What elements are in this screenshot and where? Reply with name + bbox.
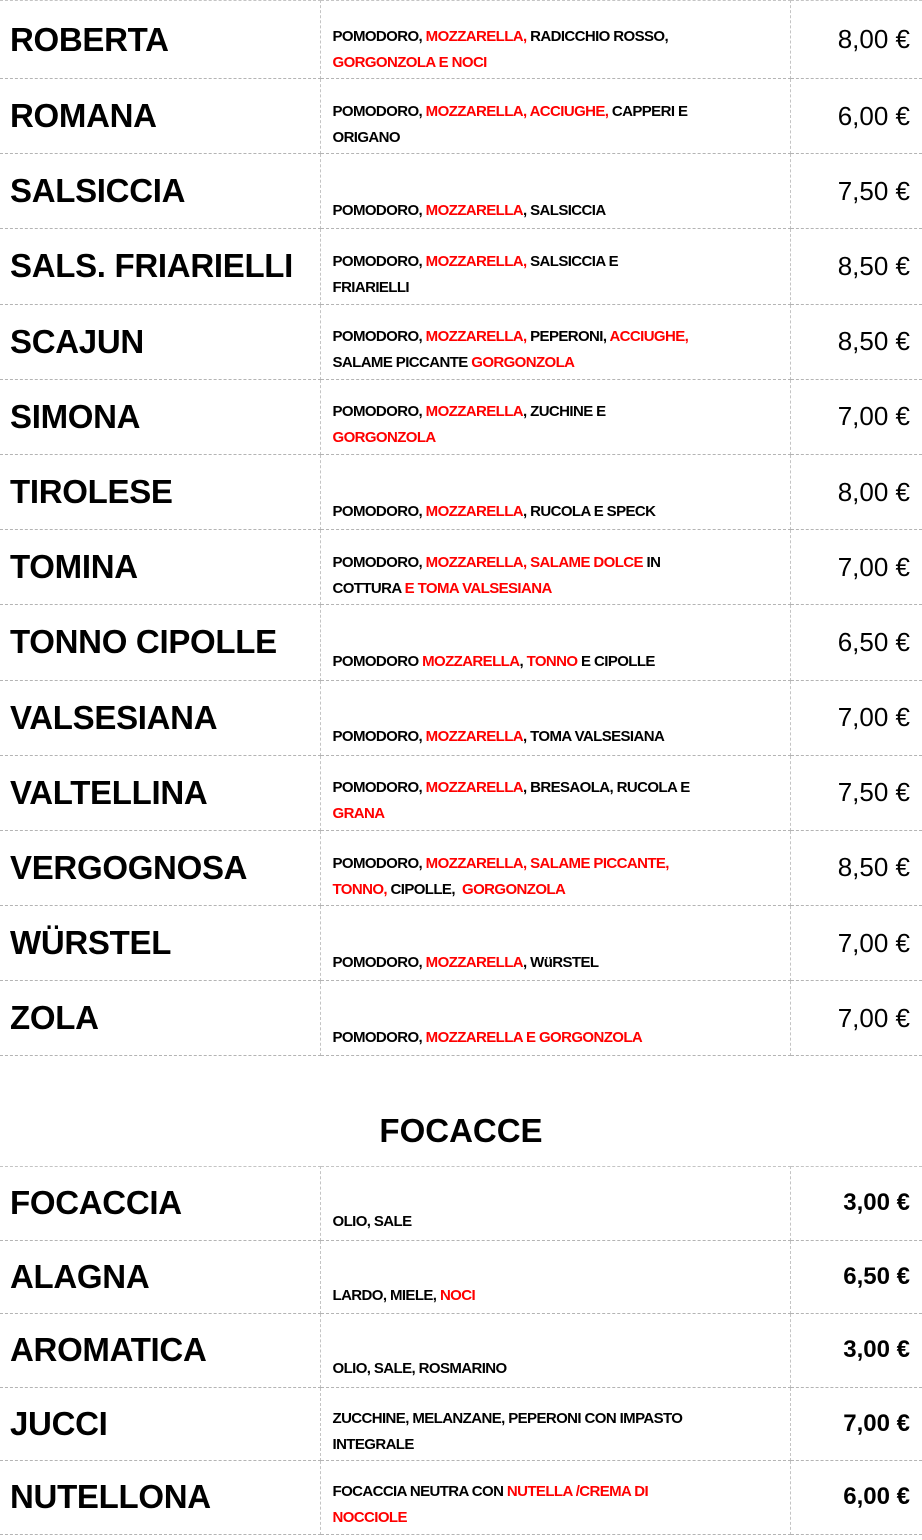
description-line (333, 350, 784, 376)
highlighted-ingredient: TONNO, (332, 880, 387, 898)
item-description (320, 304, 790, 379)
menu-row (0, 755, 922, 830)
ingredient-text: , TOMA VALSESIANA (523, 728, 665, 746)
highlighted-ingredient: MOZZARELLA, (425, 27, 527, 45)
item-price: 7,00 € (790, 680, 922, 755)
ingredient-text: OLIO, SALE, ROSMARINO (332, 1360, 507, 1377)
item-description (320, 530, 790, 605)
highlighted-ingredient: GORGONZOLA (462, 880, 566, 898)
item-description (320, 1, 790, 79)
description-line (333, 50, 784, 76)
item-price: 3,00 € (790, 1167, 922, 1241)
item-name: TONNO CIPOLLE (0, 605, 320, 680)
item-description (320, 605, 790, 680)
ingredient-text: POMODORO, (332, 403, 426, 421)
item-name: SCAJUN (0, 304, 320, 379)
item-price: 7,50 € (790, 755, 922, 830)
item-name: JUCCI (0, 1387, 320, 1461)
menu-row (0, 981, 922, 1056)
section-title: FOCACCE (379, 1112, 543, 1149)
item-name: ZOLA (0, 981, 320, 1056)
item-description (320, 1387, 790, 1461)
description-line (333, 877, 784, 903)
menu-row (0, 379, 922, 454)
menu-row (0, 1314, 922, 1388)
ingredient-text: POMODORO, (332, 328, 426, 346)
item-price: 6,00 € (790, 79, 922, 154)
ingredient-text: RADICCHIO ROSSO, (526, 27, 669, 45)
ingredient-text: POMODORO, (332, 253, 426, 271)
item-name: ROBERTA (0, 1, 320, 79)
item-description (320, 906, 790, 981)
item-price: 8,00 € (790, 454, 922, 529)
description-line (333, 249, 784, 275)
ingredient-text: POMODORO, (332, 502, 426, 520)
highlighted-ingredient: MOZZARELLA (425, 403, 523, 421)
ingredient-text: POMODORO, (332, 27, 426, 45)
menu-row (0, 1387, 922, 1461)
highlighted-ingredient: MOZZARELLA, ACCIUGHE, (425, 102, 609, 120)
highlighted-ingredient: MOZZARELLA (425, 201, 523, 219)
description-line (333, 499, 784, 525)
ingredient-text: FOCACCIA NEUTRA CON (332, 1483, 507, 1500)
ingredient-text: , BRESAOLA, RUCOLA E (523, 779, 690, 797)
item-description (320, 830, 790, 905)
highlighted-ingredient: NOCI (439, 1286, 476, 1304)
menu-row (0, 830, 922, 905)
ingredient-text: POMODORO, (332, 201, 426, 219)
ingredient-text: , ZUCHINE E (523, 403, 606, 421)
description-line (333, 24, 784, 50)
item-name: ALAGNA (0, 1240, 320, 1314)
item-description (320, 755, 790, 830)
ingredient-text: PEPERONI, (526, 328, 610, 346)
highlighted-ingredient: GORGONZOLA (471, 354, 575, 372)
item-name: VALTELLINA (0, 755, 320, 830)
highlighted-ingredient: MOZZARELLA (425, 728, 523, 746)
highlighted-ingredient: GORGONZOLA (332, 429, 436, 447)
ingredient-text: POMODORO, (332, 102, 426, 120)
highlighted-ingredient: NUTELLA /CREMA DI (506, 1483, 649, 1500)
item-name: VERGOGNOSA (0, 830, 320, 905)
ingredient-text: , (519, 653, 527, 670)
item-description (320, 229, 790, 304)
ingredient-text: ZUCCHINE, MELANZANE, PEPERONI CON IMPASTO (332, 1409, 683, 1427)
item-price: 8,50 € (790, 304, 922, 379)
highlighted-ingredient: MOZZARELLA, SALAME PICCANTE, (425, 854, 669, 872)
description-line (333, 1406, 784, 1432)
item-description (320, 981, 790, 1056)
highlighted-ingredient: ACCIUGHE, (609, 328, 689, 346)
item-name: TIROLESE (0, 454, 320, 529)
item-description (320, 1314, 790, 1388)
description-line (333, 550, 784, 576)
highlighted-ingredient: NOCCIOLE (332, 1509, 407, 1526)
description-line (333, 1432, 784, 1458)
description-line (333, 950, 784, 976)
description-line (333, 851, 784, 877)
item-price: 6,00 € (790, 1461, 922, 1535)
highlighted-ingredient: MOZZARELLA, (425, 328, 527, 346)
menu-row (0, 1461, 922, 1535)
ingredient-text: ORIGANO (332, 128, 400, 146)
description-line (333, 1209, 784, 1235)
focacce-menu-table (0, 1166, 922, 1535)
menu-row (0, 304, 922, 379)
item-description (320, 79, 790, 154)
item-name: NUTELLONA (0, 1461, 320, 1535)
item-price: 7,00 € (790, 1387, 922, 1461)
highlighted-ingredient: MOZZARELLA (422, 653, 520, 670)
description-line (333, 1479, 784, 1505)
ingredient-text: POMODORO, (332, 1028, 426, 1046)
description-line (333, 125, 784, 151)
description-line (333, 576, 784, 602)
item-name: SALS. FRIARIELLI (0, 229, 320, 304)
ingredient-text: POMODORO, (332, 953, 426, 971)
ingredient-text: CAPPERI E (608, 102, 688, 120)
item-name: AROMATICA (0, 1314, 320, 1388)
description-line (333, 1025, 784, 1051)
highlighted-ingredient: MOZZARELLA E GORGONZOLA (425, 1028, 643, 1046)
description-line (333, 801, 784, 827)
description-line (333, 1505, 784, 1531)
highlighted-ingredient: GRANA (332, 805, 385, 823)
item-name: TOMINA (0, 530, 320, 605)
menu-row (0, 229, 922, 304)
description-line (333, 99, 784, 125)
ingredient-text: , SALSICCIA (523, 201, 606, 219)
highlighted-ingredient: MOZZARELLA, SALAME DOLCE (425, 553, 643, 571)
ingredient-text: CIPOLLE, (386, 880, 463, 898)
ingredient-text: POMODORO (332, 653, 423, 670)
item-description (320, 1240, 790, 1314)
item-price: 7,00 € (790, 530, 922, 605)
item-description (320, 154, 790, 229)
ingredient-text: SALAME PICCANTE (332, 354, 472, 372)
item-description (320, 1461, 790, 1535)
description-line (333, 1283, 784, 1309)
ingredient-text: , RUCOLA E SPECK (523, 502, 656, 520)
menu-row (0, 906, 922, 981)
ingredient-text: POMODORO, (332, 553, 426, 571)
item-name: ROMANA (0, 79, 320, 154)
menu-row (0, 454, 922, 529)
item-description (320, 379, 790, 454)
ingredient-text: E CIPOLLE (577, 653, 655, 670)
menu-row (0, 680, 922, 755)
item-name: SIMONA (0, 379, 320, 454)
description-line (333, 399, 784, 425)
menu-row (0, 605, 922, 680)
highlighted-ingredient: MOZZARELLA, (425, 253, 527, 271)
description-line (333, 275, 784, 301)
item-description (320, 680, 790, 755)
item-price: 6,50 € (790, 1240, 922, 1314)
highlighted-ingredient: MOZZARELLA (425, 502, 523, 520)
item-price: 8,00 € (790, 1, 922, 79)
item-description (320, 1167, 790, 1241)
item-description (320, 454, 790, 529)
highlighted-ingredient: E TOMA VALSESIANA (401, 579, 552, 597)
ingredient-text: INTEGRALE (332, 1435, 414, 1453)
item-price: 7,50 € (790, 154, 922, 229)
description-line (333, 649, 784, 675)
description-line (333, 425, 784, 451)
highlighted-ingredient: TONNO (526, 653, 578, 670)
ingredient-text: POMODORO, (332, 728, 426, 746)
highlighted-ingredient: MOZZARELLA (425, 953, 523, 971)
menu-row (0, 1167, 922, 1241)
ingredient-text: COTTURA (332, 579, 402, 597)
description-line (333, 1356, 784, 1382)
description-line (333, 324, 784, 350)
item-name: SALSICCIA (0, 154, 320, 229)
item-name: FOCACCIA (0, 1167, 320, 1241)
menu-row (0, 154, 922, 229)
description-line (333, 775, 784, 801)
item-price: 3,00 € (790, 1314, 922, 1388)
ingredient-text: OLIO, SALE (332, 1213, 412, 1230)
ingredient-text: SALSICCIA E (526, 253, 618, 271)
description-line (333, 724, 784, 750)
ingredient-text: POMODORO, (332, 779, 426, 797)
item-price: 7,00 € (790, 906, 922, 981)
item-name: VALSESIANA (0, 680, 320, 755)
ingredient-text: , WüRSTEL (523, 953, 599, 971)
menu-row (0, 1, 922, 79)
item-price: 7,00 € (790, 379, 922, 454)
ingredient-text: POMODORO, (332, 854, 426, 872)
menu-row (0, 1240, 922, 1314)
item-price: 8,50 € (790, 830, 922, 905)
item-price: 6,50 € (790, 605, 922, 680)
description-line (333, 198, 784, 224)
item-name: WÜRSTEL (0, 906, 320, 981)
highlighted-ingredient: GORGONZOLA E NOCI (332, 53, 487, 71)
ingredient-text: IN (642, 553, 661, 571)
item-price: 8,50 € (790, 229, 922, 304)
item-price: 7,00 € (790, 981, 922, 1056)
menu-row (0, 530, 922, 605)
menu-row (0, 79, 922, 154)
ingredient-text: FRIARIELLI (332, 279, 409, 297)
highlighted-ingredient: MOZZARELLA (425, 779, 523, 797)
ingredient-text: LARDO, MIELE, (332, 1286, 440, 1304)
